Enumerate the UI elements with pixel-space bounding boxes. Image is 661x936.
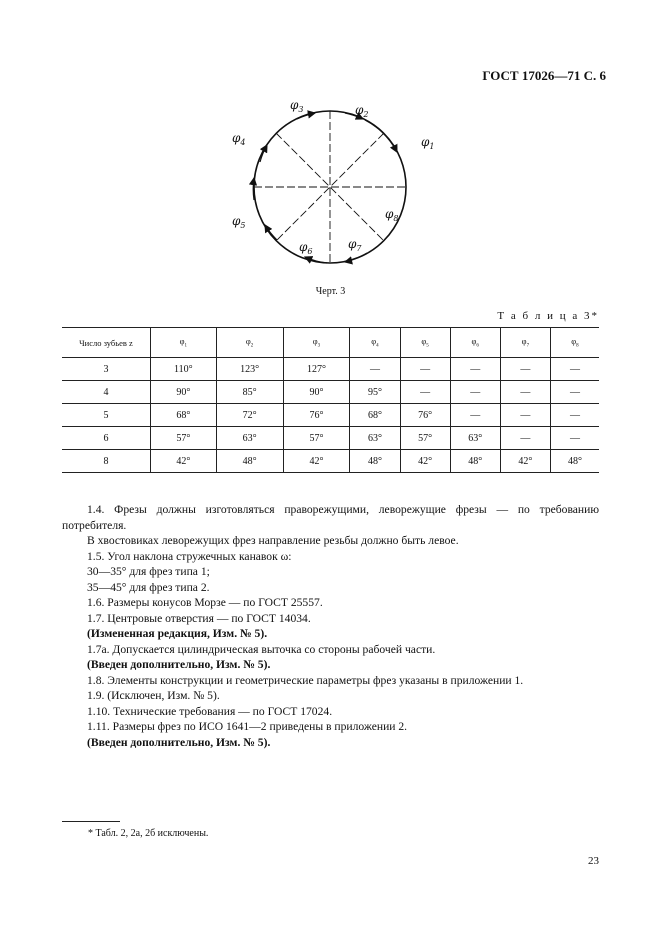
paragraph: 1.9. (Исключен, Изм. № 5). — [87, 689, 220, 702]
footnote-rule — [62, 821, 120, 822]
angle-cell: — — [450, 381, 500, 404]
paragraph: 1.6. Размеры конусов Морзе — по ГОСТ 25557. — [87, 596, 323, 609]
table-title: Т а б л и ц а 3* — [497, 310, 599, 322]
teeth-count-cell: 5 — [62, 404, 151, 427]
paragraph: 1.7. Центровые отверстия — по ГОСТ 14034. — [87, 611, 311, 625]
paragraph: (Введен дополнительно, Изм. № 5). — [87, 735, 271, 749]
svg-text:φ5: $\varphi_5$ — [232, 214, 246, 230]
svg-text:φ3: $\varphi_3$ — [290, 98, 304, 114]
paragraph: 35—45° для фрез типа 2. — [87, 580, 210, 594]
svg-text:φ7: $\varphi_7$ — [348, 237, 362, 253]
angle-cell: 85° — [216, 381, 283, 404]
table-header-row — [62, 328, 599, 358]
angle-cell: — — [500, 427, 550, 450]
page-number: 23 — [588, 855, 599, 867]
angle-cell: — — [400, 358, 450, 381]
angle-cell: — — [350, 358, 400, 381]
angle-table — [62, 327, 599, 473]
paragraph: 1.10. Технические требования — по ГОСТ 17024. — [87, 704, 333, 718]
angle-cell: — — [400, 381, 450, 404]
angle-cell: 42° — [500, 450, 550, 473]
table-row — [62, 381, 599, 404]
angle-cell: 48° — [216, 450, 283, 473]
angle-cell: — — [500, 404, 550, 427]
angle-cell: 42° — [400, 450, 450, 473]
teeth-count-cell: 3 — [62, 358, 151, 381]
angle-cell: 123° — [216, 358, 283, 381]
angle-cell: 48° — [450, 450, 500, 473]
svg-text:φ6: $\varphi_6$ — [299, 240, 313, 256]
angle-cell: 95° — [350, 381, 400, 404]
teeth-count-cell: 6 — [62, 427, 151, 450]
paragraph: 1.11. Размеры фрез по ИСО 1641—2 приведены в приложении 2. — [87, 720, 408, 733]
footnote: * Табл. 2, 2а, 2б исключены. — [88, 828, 209, 839]
table-row — [62, 450, 599, 473]
svg-text:φ2: $\varphi_2$ — [355, 103, 369, 119]
col-header-phi: $\varphi_8$ — [550, 328, 599, 358]
angle-cell: — — [450, 358, 500, 381]
svg-text:φ1: $\varphi_1$ — [421, 135, 435, 151]
angle-cell: 42° — [283, 450, 350, 473]
angle-labels — [232, 98, 435, 256]
angle-cell: 57° — [400, 427, 450, 450]
angle-cell: — — [550, 381, 599, 404]
paragraph: В хвостовиках леворежущих фрез направление резьбы должно быть левое. — [87, 534, 459, 547]
angle-cell: 63° — [216, 427, 283, 450]
paragraph: (Введен дополнительно, Изм. № 5). — [87, 658, 271, 671]
paragraph: (Измененная редакция, Изм. № 5). — [87, 627, 268, 640]
angle-cell: 68° — [151, 404, 217, 427]
angle-cell: 110° — [151, 358, 217, 381]
angle-cell: — — [550, 427, 599, 450]
angle-cell: — — [550, 404, 599, 427]
paragraph: 1.4. Фрезы должны изготовляться праворежущими, леворежущие фрезы — по требованию потребителя. — [62, 503, 599, 532]
svg-text:φ8: $\varphi_8$ — [385, 207, 399, 223]
paragraph: 1.5. Угол наклона стружечных канавок ω: — [87, 549, 292, 563]
figure-tooth-spacing — [215, 90, 445, 280]
col-header-phi: $\varphi_1$ — [151, 328, 217, 358]
document-header: ГОСТ 17026—71 С. 6 — [482, 68, 606, 83]
table-row — [62, 358, 599, 381]
col-header-teeth: Число зубьев z — [62, 328, 151, 358]
angle-cell: 57° — [151, 427, 217, 450]
angle-cell: 76° — [283, 404, 350, 427]
angle-cell: 72° — [216, 404, 283, 427]
body-text — [62, 502, 599, 750]
angle-cell: 76° — [400, 404, 450, 427]
col-header-phi: $\varphi_5$ — [400, 328, 450, 358]
angle-cell: — — [500, 381, 550, 404]
teeth-count-cell: 4 — [62, 381, 151, 404]
angle-cell: 90° — [283, 381, 350, 404]
angle-cell: 57° — [283, 427, 350, 450]
angle-cell: 63° — [450, 427, 500, 450]
paragraph: 1.8. Элементы конструкции и геометрические параметры фрез указаны в приложении 1. — [87, 673, 524, 687]
table-row — [62, 427, 599, 450]
angle-cell: 68° — [350, 404, 400, 427]
col-header-phi: $\varphi_7$ — [500, 328, 550, 358]
col-header-phi: $\varphi_2$ — [216, 328, 283, 358]
angle-cell: 48° — [550, 450, 599, 473]
svg-text:φ4: $\varphi_4$ — [232, 131, 246, 147]
table-row — [62, 404, 599, 427]
angle-cell: 42° — [151, 450, 217, 473]
figure-caption: Черт. 3 — [315, 286, 346, 297]
col-header-phi: $\varphi_4$ — [350, 328, 400, 358]
paragraph: 1.7а. Допускается цилиндрическая выточка со стороны рабочей части. — [87, 642, 436, 656]
col-header-phi: $\varphi_3$ — [283, 328, 350, 358]
angle-cell: 90° — [151, 381, 217, 404]
angle-cell: 127° — [283, 358, 350, 381]
angle-cell: — — [550, 358, 599, 381]
angle-cell: — — [500, 358, 550, 381]
angle-cell: 63° — [350, 427, 400, 450]
teeth-count-cell: 8 — [62, 450, 151, 473]
angle-cell: — — [450, 404, 500, 427]
paragraph: 30—35° для фрез типа 1; — [87, 565, 210, 578]
col-header-phi: $\varphi_6$ — [450, 328, 500, 358]
table-body — [62, 358, 599, 473]
angle-cell: 48° — [350, 450, 400, 473]
